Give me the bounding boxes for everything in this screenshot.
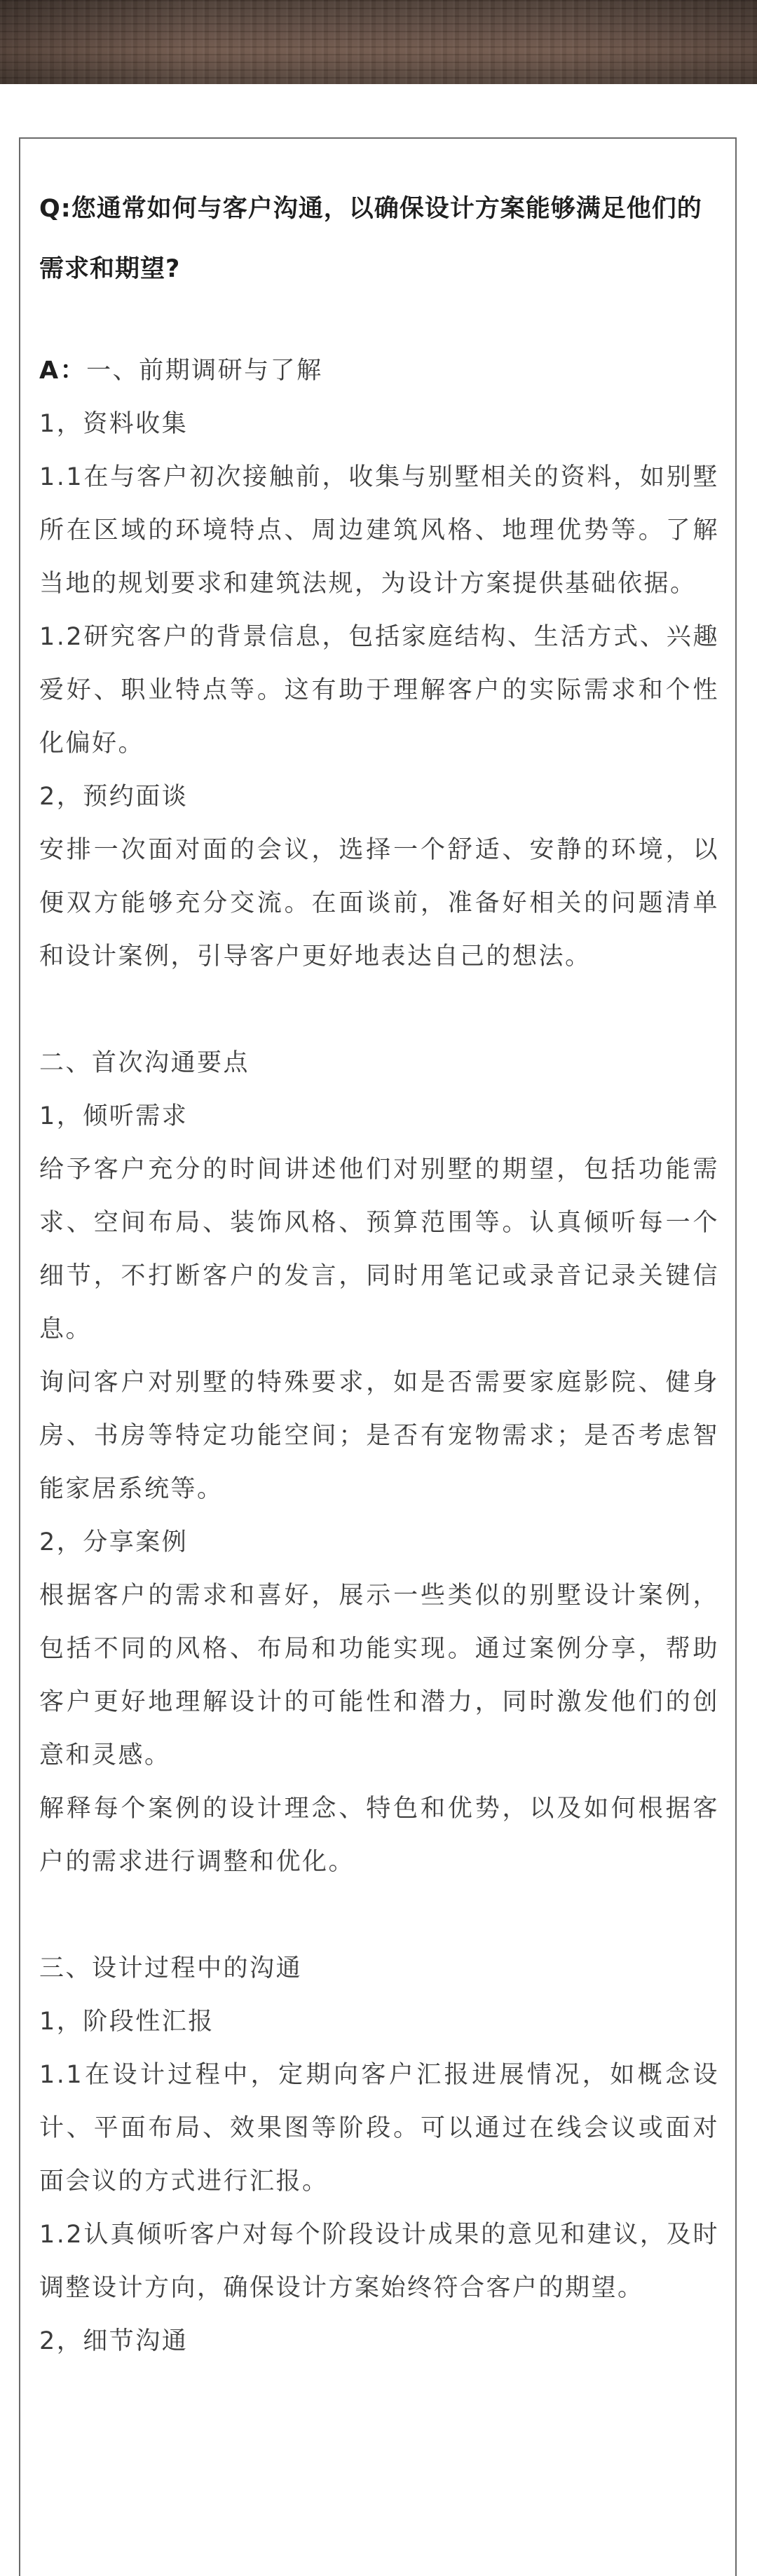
paragraph-appointment: 安排一次面对面的会议，选择一个舒适、安静的环境，以便双方能够充分交流。在面谈前，准备好相关的问题清单和设计案例，引导客户更好地表达自己的想法。: [39, 836, 719, 971]
paragraph-share-cases: 根据客户的需求和喜好，展示一些类似的别墅设计案例，包括不同的风格、布局和功能实现。通过案例分享，帮助客户更好地理解设计的可能性和潜力，同时激发他们的创意和灵感。: [39, 1582, 719, 1769]
subheading-resource-collection: 1，资料收集: [39, 410, 189, 438]
paragraph-3-1-1: 1.1在设计过程中，定期向客户汇报进展情况，如概念设计、平面布局、效果图等阶段。可以通过在线会议或面对面会议的方式进行汇报。: [39, 2061, 719, 2195]
question-heading: Q:您通常如何与客户沟通，以确保设计方案能够满足他们的需求和期望?: [39, 195, 702, 283]
subheading-stage-report: 1，阶段性汇报: [39, 2008, 214, 2036]
section-heading-3: 三、设计过程中的沟通: [39, 1954, 303, 1982]
paragraph-1-2: 1.2研究客户的背景信息，包括家庭结构、生活方式、兴趣爱好、职业特点等。这有助于理解客户的实际需求和个性化偏好。: [39, 623, 719, 758]
subheading-appointment: 2，预约面谈: [39, 783, 189, 811]
header-banner-shade: [0, 0, 757, 84]
paragraph-special-requests: 询问客户对别墅的特殊要求，如是否需要家庭影院、健身房、书房等特定功能空间；是否有宠物需求；是否考虑智能家居系统等。: [39, 1369, 719, 1503]
paragraph-1-1: 1.1在与客户初次接触前，收集与别墅相关的资料，如别墅所在区域的环境特点、周边建筑风格、地理优势等。了解当地的规划要求和建筑法规，为设计方案提供基础依据。: [39, 463, 719, 598]
paragraph-listen: 给予客户充分的时间讲述他们对别墅的期望，包括功能需求、空间布局、装饰风格、预算范围等。认真倾听每一个细节，不打断客户的发言，同时用笔记或录音记录关键信息。: [39, 1156, 719, 1343]
subheading-listen: 1，倾听需求: [39, 1102, 189, 1130]
section-heading-1: 一、前期调研与了解: [86, 357, 323, 385]
subheading-share-cases: 2，分享案例: [39, 1528, 189, 1556]
paragraph-explain-cases: 解释每个案例的设计理念、特色和优势，以及如何根据客户的需求进行调整和优化。: [39, 1795, 719, 1876]
subheading-detail-communication: 2，细节沟通: [39, 2327, 189, 2355]
spacer: [39, 1889, 719, 1942]
answer-first-line: [39, 344, 719, 397]
spacer: [39, 299, 719, 344]
qa-content: [39, 179, 719, 2368]
section-heading-2: 二、首次沟通要点: [39, 1049, 250, 1077]
answer-prefix: A：: [39, 357, 87, 385]
spacer: [39, 983, 719, 1036]
paragraph-3-1-2: 1.2认真倾听客户对每个阶段设计成果的意见和建议，及时调整设计方向，确保设计方案始终符合客户的期望。: [39, 2221, 719, 2302]
